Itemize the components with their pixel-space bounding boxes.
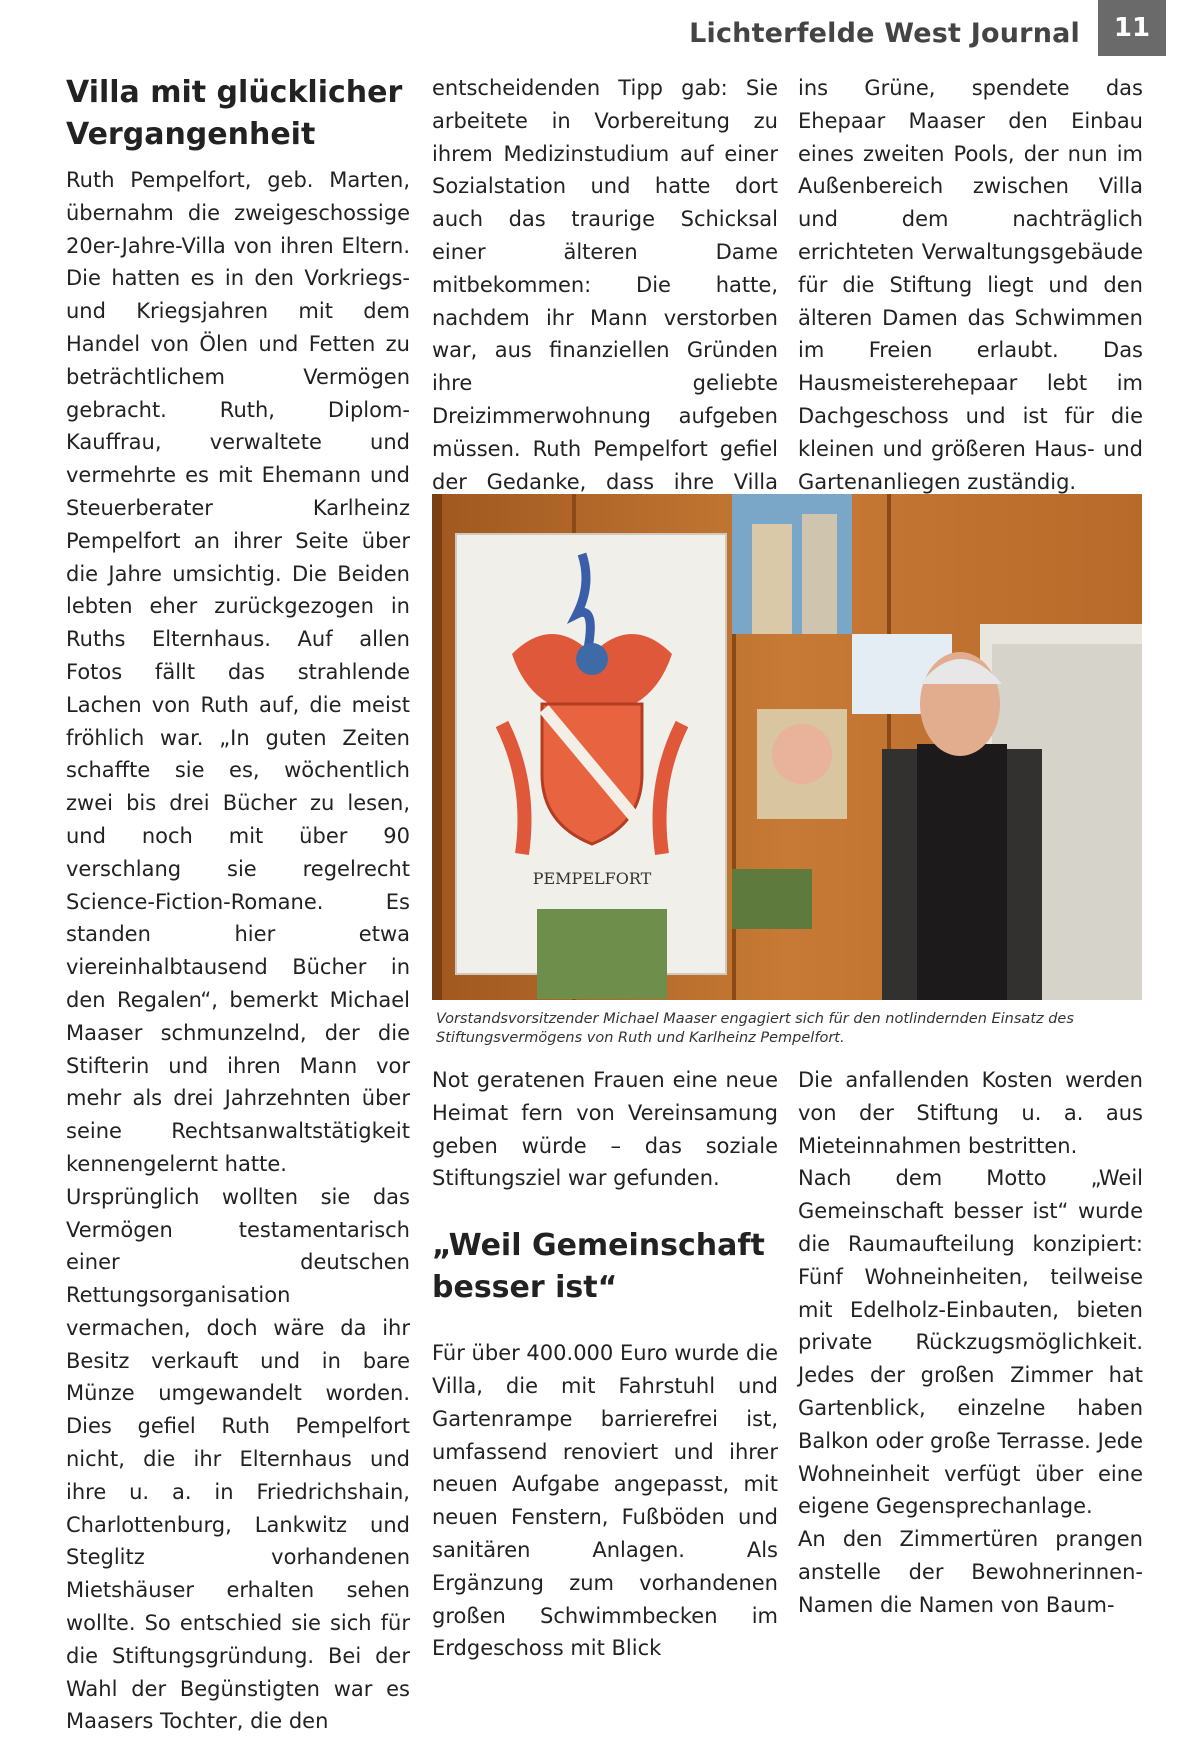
photo-caption: Vorstandsvorsitzender Michael Maaser engagiert sich für den notlindernden Einsatz des Stiftungsvermögens von Ruth und Karlheinz Pempelfort.	[436, 1011, 1074, 1046]
paragraph: entscheidenden Tipp gab: Sie arbeitete in Vorbereitung zu ihrem Medizinstudium auf einer Sozialstation und hatte dort auch das traurige Schicksal einer älteren Dame mitbekommen: Die hatte, nachdem ihr Mann verstorben war, aus finanziellen Gründen ihre geliebte Dreizimmerwohnung aufgeben müssen. Ruth Pempelfort gefiel der Gedanke, dass ihre Villa	[432, 76, 778, 494]
paragraph: Ursprünglich wollten sie das Vermögen testamentarisch einer deutschen Rettungsorganisation vermachen, doch wäre da ihr Besitz verkauft und in bare Münze umgewandelt worden. Dies gefiel Ruth Pempelfort nicht, die ihr Elternhaus und ihre u. a. in Friedrichshain, Charlottenburg, Lankwitz und Steglitz vorhandenen Mietshäuser erhalten sehen wollte. So entschied sie sich für die Stiftungsgründung. Bei der Wahl der Begünstigten war es Maasers Tochter, die den	[66, 1184, 410, 1734]
paragraph: An den Zimmertüren prangen anstelle der Bewohnerinnen-Namen die Namen von Baum-	[798, 1527, 1143, 1617]
article-title: Villa mit glücklicher Vergangenheit	[66, 75, 403, 152]
subheading: „Weil Gemeinschaft besser ist“	[432, 1228, 765, 1306]
paragraph: Für über 400.000 Euro wurde die Villa, die mit Fahrstuhl und Gartenrampe barrierefrei ist, umfassend renoviert und ihrer neuen Aufgabe angepasst, mit neuen Fenstern, Fußböden und sanitären Anlagen. Als Ergänzung zum vorhandenen großen Schwimmbecken im Erdgeschoss mit Blick	[432, 1341, 778, 1661]
column-1	[66, 72, 410, 1738]
article-photo	[432, 494, 1142, 1000]
column-3-top	[798, 72, 1143, 498]
column-3-bottom	[798, 1064, 1143, 1622]
paragraph: Not geratenen Frauen eine neue Heimat fern von Vereinsamung geben würde – das soziale Stiftungsziel war gefunden.	[432, 1068, 778, 1191]
column-2-bottom	[432, 1064, 778, 1665]
page-number: 11	[1098, 0, 1166, 56]
journal-title: Lichterfelde West Journal	[689, 18, 1080, 49]
paragraph: Nach dem Motto „Weil Gemeinschaft besser ist“ wurde die Raumaufteilung konzipiert: Fünf Wohneinheiten, teilweise mit Edelholz-Einbauten, bieten private Rückzugsmöglichkeit. Jedes der großen Zimmer hat Gartenblick, einzelne haben Balkon oder große Terrasse. Jede Wohneinheit verfügt über eine eigene Gegensprechanlage.	[798, 1166, 1143, 1519]
paragraph: ins Grüne, spendete das Ehepaar Maaser den Einbau eines zweiten Pools, der nun im Außenbereich zwischen Villa und dem nachträglich errichteten Verwaltungsgebäude für die Stiftung liegt und den älteren Damen das Schwimmen im Freien erlaubt. Das Hausmeisterehepaar lebt im Dachgeschoss und ist für die kleinen und größeren Haus- und Gartenanliegen zuständig.	[798, 76, 1143, 494]
column-2-top	[432, 72, 778, 531]
paragraph: Ruth Pempelfort, geb. Marten, übernahm die zweigeschossige 20er-Jahre-Villa von ihren Eltern. Die hatten es in den Vorkriegs- und Kriegsjahren mit dem Handel von Ölen und Fetten zu beträchtlichem Vermögen gebracht. Ruth, Diplom-Kauffrau, verwaltete und vermehrte es mit Ehemann und Steuerberater Karlheinz Pempelfort an ihrer Seite über die Jahre umsichtig. Die Beiden lebten eher zurückgezogen in Ruths Elternhaus. Auf allen Fotos fällt das strahlende Lachen von Ruth auf, die meist fröhlich war. „In guten Zeiten schaffte sie es, wöchentlich zwei bis drei Bücher zu lesen, und noch mit über 90 verschlang sie regelrecht Science-Fiction-Romane. Es standen hier etwa viereinhalbtausend Bücher in den Regalen“, bemerkt Michael Maaser schmunzelnd, der die Stifterin und ihren Mann vor mehr als drei Jahrzehnten über seine Rechtsanwaltstätigkeit kennengelernt hatte.	[66, 168, 410, 1176]
paragraph: Die anfallenden Kosten werden von der Stiftung u. a. aus Mieteinnahmen bestritten.	[798, 1068, 1143, 1158]
crest-label: PEMPELFORT	[532, 869, 652, 888]
